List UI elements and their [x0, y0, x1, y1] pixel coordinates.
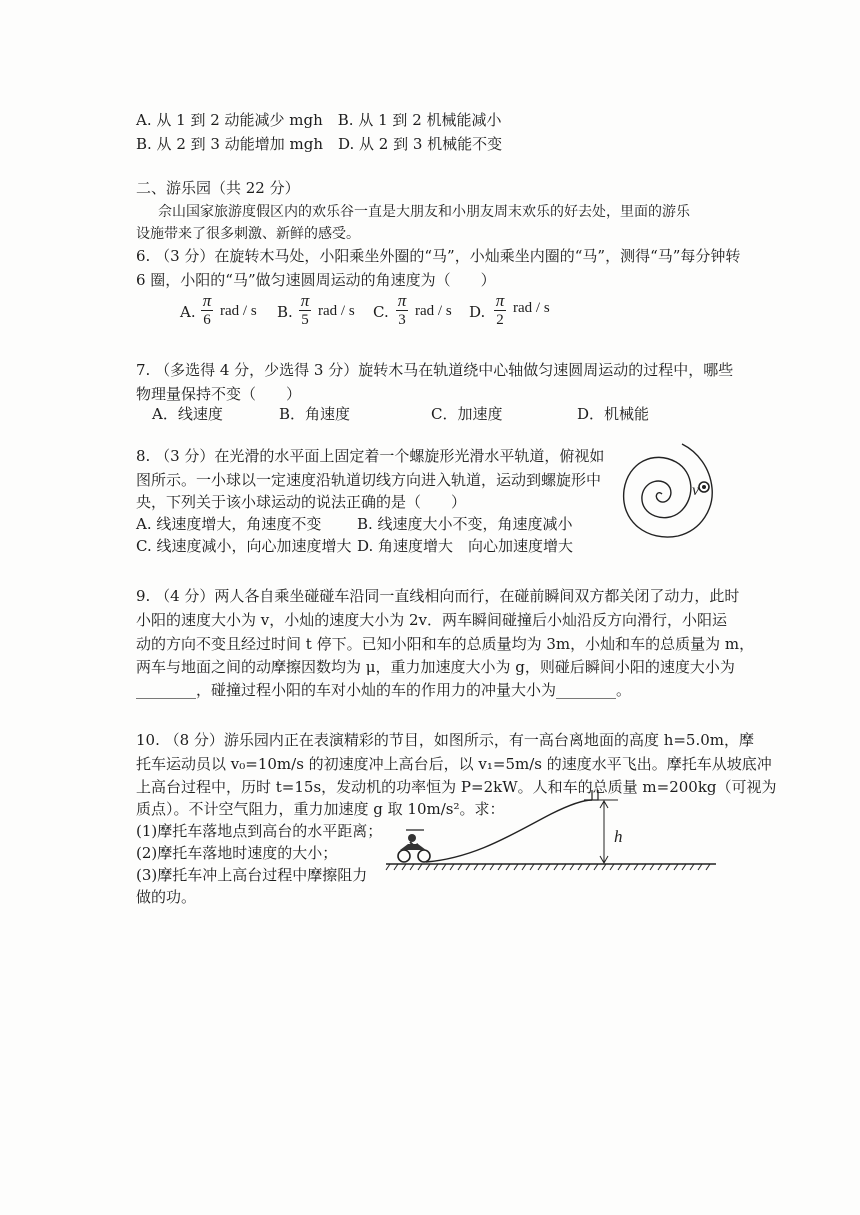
q10-line-2: 托车运动员以 v₀=10m/s 的初速度冲上高台后，以 v₁=5m/s 的速度水平飞出。摩托车从坡底冲: [136, 755, 772, 773]
q10-sub-3a: (3)摩托车冲上高台过程中摩擦阻力: [136, 866, 368, 884]
q8-line-2: 图所示。一小球以一定速度沿轨道切线方向进入轨道，运动到螺旋形中: [136, 471, 602, 489]
fraction: π 5: [300, 291, 310, 328]
section-intro-line-2: 设施带来了很多刺激、新鲜的感受。: [136, 226, 360, 242]
option-unit: rad / s: [220, 303, 257, 319]
q8-option-b[interactable]: B. 线速度大小不变，角速度减小: [357, 515, 573, 533]
q9-line-3: 动的方向不变且经过时间 t 停下。已知小阳和车的总质量均为 3m，小灿和车的总质量为 m，: [136, 635, 755, 653]
q8-option-a[interactable]: A. 线速度增大，角速度不变: [136, 515, 322, 533]
motorcycle-icon: [398, 830, 430, 862]
q9-line-4: 两车与地面之间的动摩擦因数均为 μ，重力加速度大小为 g，则碰后瞬间小阳的速度大小为: [136, 658, 735, 676]
option-label: B.: [277, 303, 293, 321]
q6-line-1: 6. （3 分）在旋转木马处，小阳乘坐外圈的“马”，小灿乘坐内圈的“马”，测得“马”每分钟转: [136, 247, 741, 265]
section-heading: 二、游乐园（共 22 分）: [136, 179, 300, 197]
height-label: h: [614, 827, 623, 846]
q5-option-row-1: A. 从 1 到 2 动能减少 mgh B. 从 1 到 2 机械能减小: [136, 111, 502, 129]
ball-center: [702, 485, 706, 489]
ground-hatching: [386, 864, 710, 870]
section-intro-line-1: 佘山国家旅游度假区内的欢乐谷一直是大朋友和小朋友周末欢乐的好去处，里面的游乐: [158, 204, 690, 220]
option-label: A.: [180, 303, 196, 321]
ramp-figure: [386, 788, 726, 878]
q10-sub-3b: 做的功。: [136, 888, 197, 906]
q5-option-row-2: B. 从 2 到 3 动能增加 mgh D. 从 2 到 3 机械能不变: [136, 135, 503, 153]
q9-line-2: 小阳的速度大小为 v，小灿的速度大小为 2v．两车瞬间碰撞后小灿沿反方向滑行，小阳运: [136, 611, 728, 629]
option-unit: rad / s: [318, 303, 355, 319]
platform: [584, 790, 598, 800]
q7-option-a[interactable]: A．线速度: [152, 405, 223, 423]
q7-option-c[interactable]: C．加速度: [431, 405, 503, 423]
fraction: π 6: [202, 291, 212, 328]
q10-sub-1: (1)摩托车落地点到高台的水平距离；: [136, 822, 383, 840]
q10-line-1: 10. （8 分）游乐园内正在表演精彩的节目，如图所示，有一高台离地面的高度 h=5.0m，摩: [136, 731, 755, 749]
q7-line-2: 物理量保持不变（ ）: [136, 385, 302, 403]
q7-option-d[interactable]: D．机械能: [577, 405, 650, 423]
fraction: π 2: [495, 291, 505, 328]
velocity-label: v: [692, 482, 700, 499]
option-label: D.: [469, 303, 486, 321]
q8-line-3: 央，下列关于该小球运动的说法正确的是（ ）: [136, 493, 467, 511]
q7-line-1: 7. （多选得 4 分，少选得 3 分）旋转木马在轨道绕中心轴做匀速圆周运动的过程中，哪些: [136, 361, 734, 379]
q6-line-2: 6 圈，小阳的“马”做匀速圆周运动的角速度为（ ）: [136, 271, 496, 289]
ramp-curve: [426, 800, 592, 862]
option-unit: rad / s: [513, 300, 550, 316]
q8-option-c[interactable]: C. 线速度减小，向心加速度增大: [136, 537, 352, 555]
q8-option-d[interactable]: D. 角速度增大 向心加速度增大: [357, 537, 574, 555]
q10-sub-2: (2)摩托车落地时速度的大小；: [136, 844, 338, 862]
q8-line-1: 8. （3 分）在光滑的水平面上固定着一个螺旋形光滑水平轨道，俯视如: [136, 447, 605, 465]
q9-line-5: ________，碰撞过程小阳的车对小灿的车的作用力的冲量大小为________。: [136, 681, 632, 699]
option-label: C.: [373, 303, 389, 321]
spiral-track-figure: [598, 432, 728, 552]
fraction: π 3: [397, 291, 407, 328]
q10-line-4: 质点）。不计空气阻力，重力加速度 g 取 10m/s²。求：: [136, 800, 505, 818]
q9-line-1: 9. （4 分）两人各自乘坐碰碰车沿同一直线相向而行，在碰前瞬间双方都关闭了动力，此时: [136, 587, 740, 605]
option-unit: rad / s: [415, 303, 452, 319]
q10-line-3: 上高台过程中，历时 t=15s，发动机的功率恒为 P=2kW。人和车的总质量 m=200kg（可视为: [136, 778, 777, 796]
q7-option-b[interactable]: B．角速度: [279, 405, 351, 423]
